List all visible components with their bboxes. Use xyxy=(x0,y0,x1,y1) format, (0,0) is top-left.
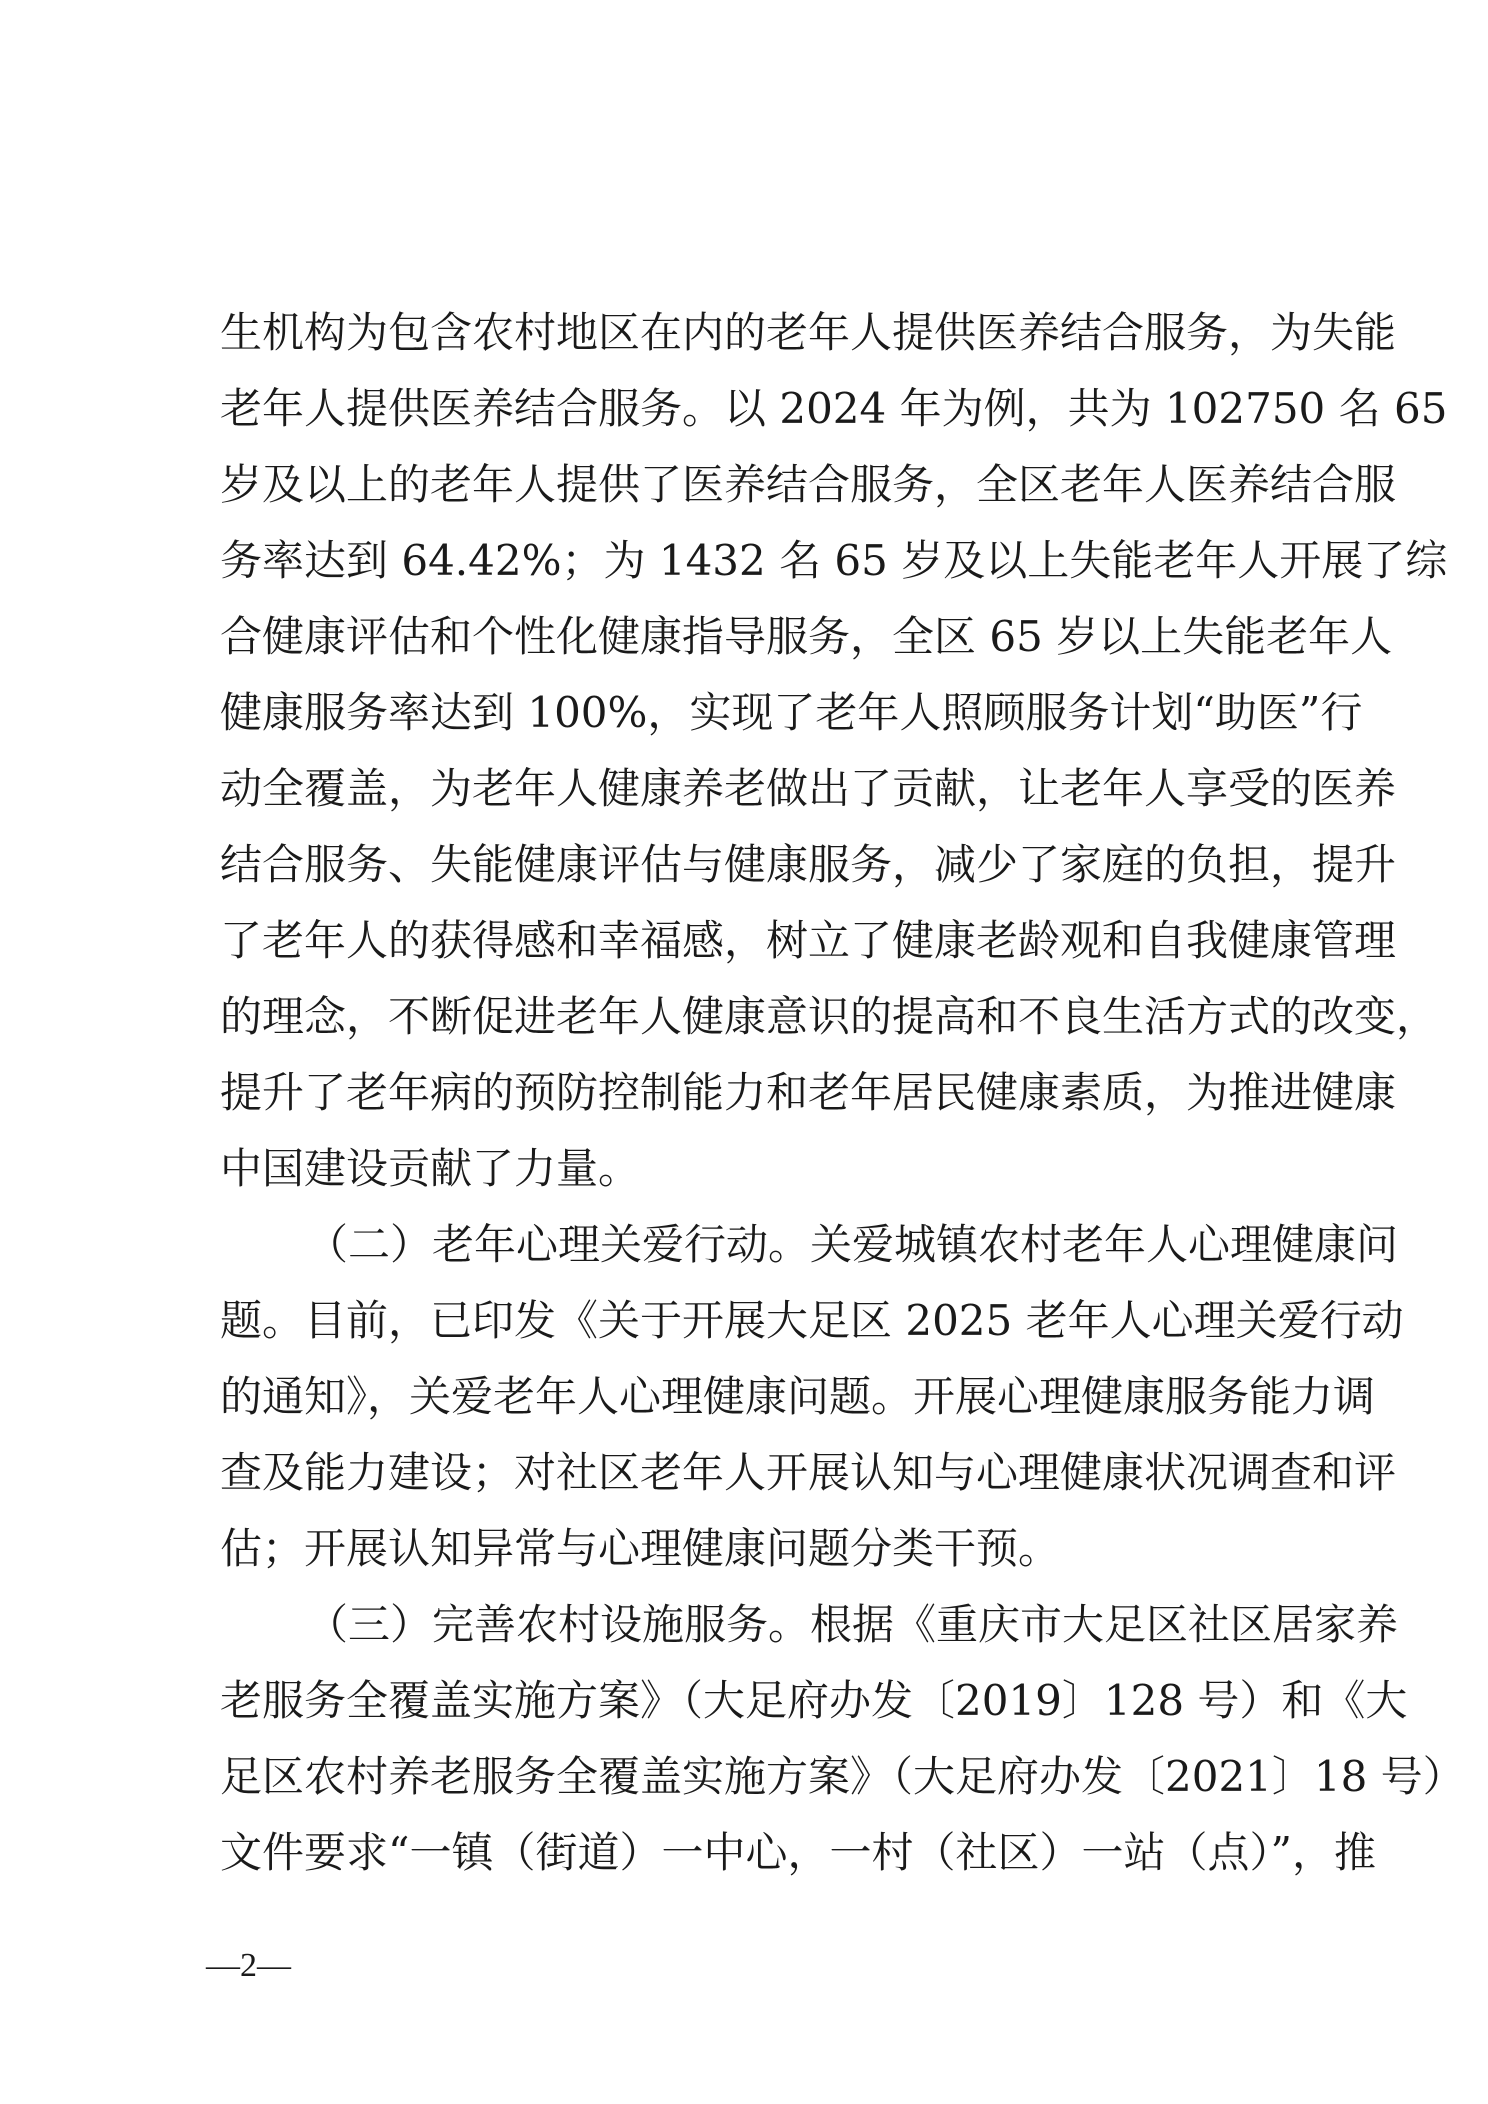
text-line: 老年人提供医养结合服务。以 2024 年为例，共为 102750 名 65 xyxy=(220,384,1448,433)
text-line: 生机构为包含农村地区在内的老年人提供医养结合服务，为失能 xyxy=(220,308,1397,357)
text-line: 足区农村养老服务全覆盖实施方案》（大足府办发〔2021〕18 号） xyxy=(220,1752,1465,1801)
text-line: 结合服务、失能健康评估与健康服务，减少了家庭的负担，提升 xyxy=(220,840,1397,889)
section-heading-line: （二）老年心理关爱行动。关爱城镇农村老年人心理健康问 xyxy=(306,1220,1399,1269)
text-line: 中国建设贡献了力量。 xyxy=(220,1144,641,1193)
text-line: 查及能力建设；对社区老年人开展认知与心理健康状况调查和评 xyxy=(220,1448,1397,1497)
text-line: 的通知》，关爱老年人心理健康问题。开展心理健康服务能力调 xyxy=(220,1372,1376,1421)
text-line: 的理念，不断促进老年人健康意识的提高和不良生活方式的改变， xyxy=(220,992,1439,1041)
text-line: 了老年人的获得感和幸福感，树立了健康老龄观和自我健康管理 xyxy=(220,916,1397,965)
text-line: 动全覆盖，为老年人健康养老做出了贡献，让老年人享受的医养 xyxy=(220,764,1397,813)
text-line: 估；开展认知异常与心理健康问题分类干预。 xyxy=(220,1524,1061,1573)
text-line: 题。目前，已印发《关于开展大足区 2025 老年人心理关爱行动 xyxy=(220,1296,1404,1345)
text-line: 岁及以上的老年人提供了医养结合服务，全区老年人医养结合服 xyxy=(220,460,1397,509)
text-line: 健康服务率达到 100%，实现了老年人照顾服务计划“助医”行 xyxy=(220,688,1363,737)
text-line: 提升了老年病的预防控制能力和老年居民健康素质，为推进健康 xyxy=(220,1068,1397,1117)
text-line: 文件要求“一镇（街道）一中心，一村（社区）一站（点）”，推 xyxy=(220,1828,1376,1877)
section-heading-line: （三）完善农村设施服务。根据《重庆市大足区社区居家养 xyxy=(306,1600,1399,1649)
page-number: —2— xyxy=(206,1947,291,1984)
text-line: 务率达到 64.42%；为 1432 名 65 岁及以上失能老年人开展了综 xyxy=(220,536,1448,585)
text-line: 老服务全覆盖实施方案》（大足府办发〔2019〕128 号）和《大 xyxy=(220,1676,1408,1725)
text-line: 合健康评估和个性化健康指导服务，全区 65 岁以上失能老年人 xyxy=(220,612,1393,661)
